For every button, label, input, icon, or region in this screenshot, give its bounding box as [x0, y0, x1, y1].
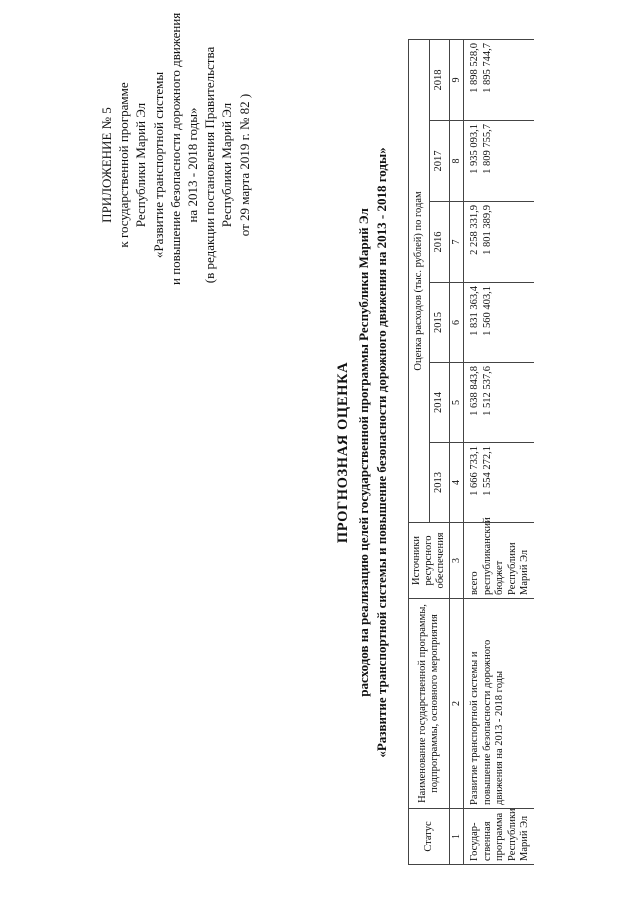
budget-value: 1 801 389,9 [481, 205, 493, 255]
header-year: 2015 [429, 283, 450, 363]
header-status: Статус [409, 809, 450, 865]
year-values [464, 283, 534, 363]
appendix-number: ПРИЛОЖЕНИЕ № 5 [99, 107, 114, 223]
row-status: Государ-ственная программа Республики Марий Эл [464, 809, 534, 865]
year-values [464, 121, 534, 202]
column-number: 9 [450, 39, 464, 120]
header-year: 2014 [429, 363, 450, 443]
table-row [464, 39, 534, 864]
year-values [464, 202, 534, 283]
header-year: 2016 [429, 202, 450, 283]
total-value: 2 258 331,9 [469, 205, 480, 255]
header-sources: Источники ресурсного обеспечения [409, 523, 450, 599]
column-number: 3 [450, 523, 464, 599]
budget-value: 1 895 744,7 [481, 42, 493, 93]
appendix-line: на 2013 - 2018 годы» [185, 107, 201, 223]
column-number: 4 [450, 443, 464, 523]
appendix-line: (в редакции постановления Правительства [202, 46, 218, 284]
appendix-line: «Развитие транспортной системы [150, 71, 166, 259]
header-year: 2013 [429, 443, 450, 523]
column-number: 6 [450, 283, 464, 363]
total-value: 1 638 843,8 [469, 366, 480, 416]
document-subtitle-program: «Развитие транспортной системы и повышение безопасности дорожного движения на 2013 - 2018 годы» [374, 147, 389, 758]
source-budget: республиканский бюджет Республики Марий Эл [481, 517, 530, 595]
total-value: 1 831 363,4 [469, 286, 480, 336]
column-number: 5 [450, 363, 464, 443]
budget-value: 1 809 755,7 [481, 124, 493, 174]
appendix-date-line: от 29 марта 2019 г. № 82 ) [236, 93, 252, 237]
budget-value: 1 554 272,1 [481, 446, 493, 496]
document-subtitle: расходов на реализацию целей государственной программы Республики Марий Эл [356, 208, 371, 697]
budget-value: 1 512 537,6 [481, 366, 493, 416]
appendix-note [98, 12, 253, 285]
column-number: 1 [450, 809, 464, 865]
appendix-line: и повышение безопасности дорожного движения [167, 12, 183, 285]
year-values [464, 443, 534, 523]
column-number: 7 [450, 202, 464, 283]
appendix-line: Республики Марий Эл [133, 102, 149, 228]
budget-value: 1 560 403,1 [481, 286, 493, 336]
total-value: 1 898 528,0 [469, 42, 480, 93]
row-sources [464, 517, 534, 599]
column-number: 8 [450, 121, 464, 202]
document-title: ПРОГНОЗНАЯ ОЦЕНКА [335, 361, 351, 544]
header-name: Наименование государственной программы, подпрограммы, основного мероприятия [409, 599, 450, 809]
column-number: 2 [450, 599, 464, 809]
source-total: всего [469, 571, 480, 595]
total-value: 1 935 093,1 [469, 124, 480, 174]
total-value: 1 666 733,1 [469, 446, 480, 496]
year-values [464, 363, 534, 443]
row-program-name: Развитие транспортной системы и повышение безопасности дорожного движения на 2013 - 2018 годы [464, 599, 534, 809]
appendix-line: Республики Марий Эл [219, 102, 235, 228]
header-year: 2018 [429, 39, 450, 120]
header-estimate: Оценка расходов (тыс. рублей) по годам [409, 39, 430, 522]
header-year: 2017 [429, 121, 450, 202]
expenditure-table [408, 39, 534, 865]
appendix-line: к государственной программе [116, 82, 132, 248]
year-values [464, 39, 534, 120]
